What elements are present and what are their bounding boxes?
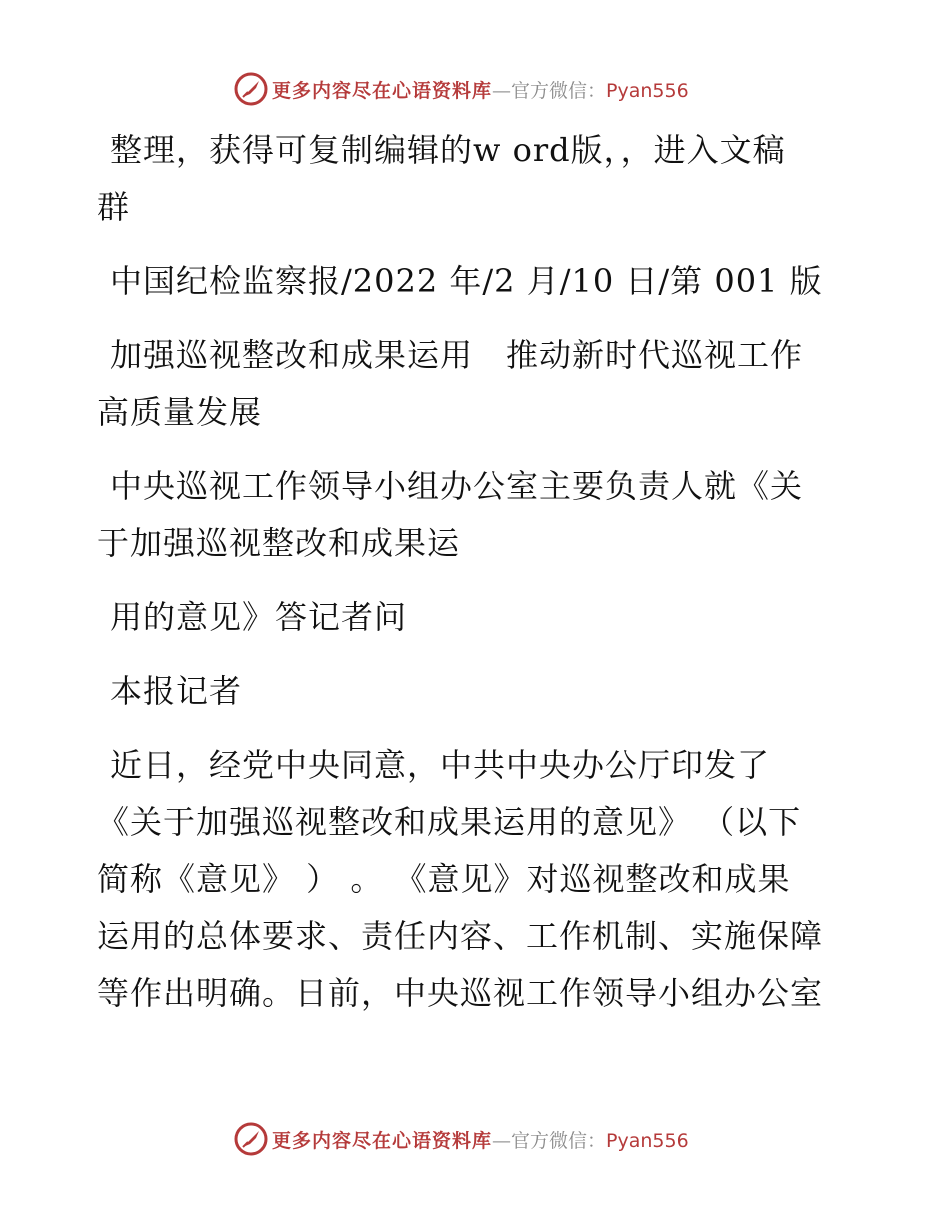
paragraph-line: 等作出明确。日前，中央巡视工作领导小组办公室 (97, 974, 824, 1012)
article-subtitle-cont (97, 589, 867, 646)
document-body (97, 122, 867, 1022)
banner-dash: — (492, 1130, 512, 1152)
banner-wechat-id: Pyan556 (606, 80, 689, 102)
article-title (97, 327, 867, 441)
paragraph-line: 本报记者 (110, 672, 243, 710)
quill-logo-icon (234, 72, 268, 106)
paragraph-line: 运用的总体要求、责任内容、工作机制、实施保障 (97, 917, 824, 955)
banner-text (272, 1126, 689, 1153)
paragraph-line: 中央巡视工作领导小组办公室主要负责人就《关 (110, 467, 804, 505)
paragraph-line: 于加强巡视整改和成果运 (97, 524, 461, 562)
banner-brand: 更多内容尽在心语资料库 (272, 1130, 493, 1152)
byline (97, 663, 867, 720)
header-banner (0, 70, 950, 110)
quill-logo-icon (234, 1122, 268, 1156)
paragraph-line: 《关于加强巡视整改和成果运用的意见》 （以下 (97, 803, 802, 841)
footer-banner (0, 1120, 950, 1160)
paragraph-intro (97, 122, 867, 236)
paragraph-line: 整理，获得可复制编辑的w ord版，，进入文稿 (110, 131, 786, 169)
source-line (97, 253, 867, 310)
banner-wechat-label: 官方微信： (511, 80, 607, 102)
banner-text (272, 76, 689, 103)
paragraph-line: 简称《意见》 ） 。 《意见》对巡视整改和成果 (97, 860, 791, 898)
paragraph-line: 加强巡视整改和成果运用 推动新时代巡视工作 (110, 336, 804, 374)
paragraph-line: 群 (97, 188, 131, 226)
paragraph-line: 用的意见》答记者问 (110, 598, 408, 636)
article-subtitle (97, 458, 867, 572)
banner-wechat-id: Pyan556 (606, 1130, 689, 1152)
banner-brand: 更多内容尽在心语资料库 (272, 80, 493, 102)
paragraph-line: 中国纪检监察报/2022 年/2 月/10 日/第 001 版 (110, 262, 823, 300)
paragraph-line: 高质量发展 (97, 393, 263, 431)
banner-dash: — (492, 80, 512, 102)
body-paragraph (97, 737, 867, 1022)
paragraph-line: 近日，经党中央同意，中共中央办公厅印发了 (110, 746, 771, 784)
banner-wechat-label: 官方微信： (511, 1130, 607, 1152)
